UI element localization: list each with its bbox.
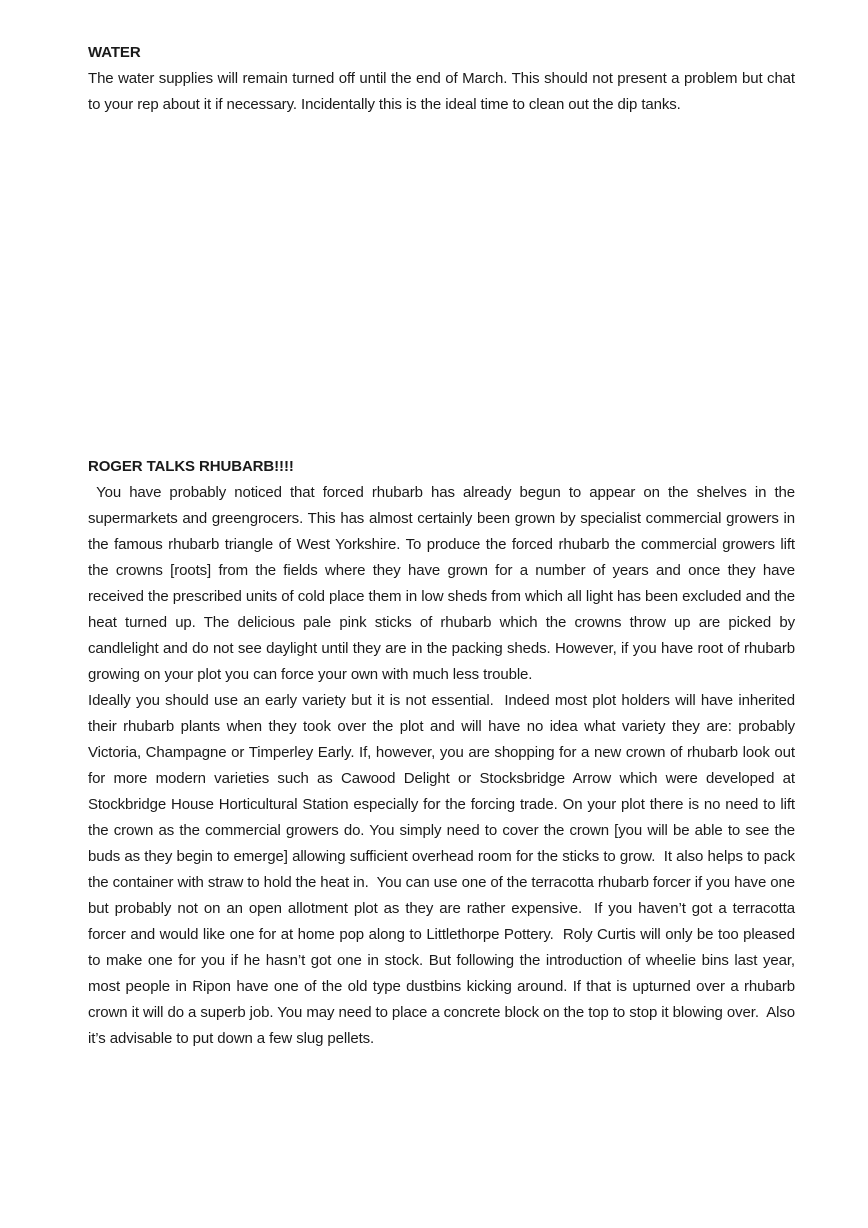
water-paragraph: The water supplies will remain turned off until the end of March. This should not present a problem but chat to your rep about it if necessary. Incidentally this is the ideal time to clean out the dip tanks. xyxy=(88,70,795,113)
section-heading-water: WATER xyxy=(88,44,141,61)
blank-space xyxy=(88,118,795,454)
section-water xyxy=(88,40,795,118)
rhubarb-paragraph-1: You have probably noticed that forced rhubarb has already begun to appear on the shelves in the supermarkets and greengrocers. This has almost certainly been grown by specialist commercial growers in the famous rhubarb triangle of West Yorkshire. To produce the forced rhubarb the commercial growers lift the crowns [roots] from the fields where they have grown for a number of years and once they have received the prescribed units of cold place them in low sheds from which all light has been excluded and the heat turned up. The delicious pale pink sticks of rhubarb which the crowns throw up are picked by candlelight and do not see daylight until they are in the packing sheds. However, if you have root of rhubarb growing on your plot you can force your own with much less trouble. xyxy=(88,484,795,683)
section-heading-rhubarb: ROGER TALKS RHUBARB!!!! xyxy=(88,458,294,475)
rhubarb-paragraph-2: Ideally you should use an early variety but it is not essential. Indeed most plot holders will have inherited their rhubarb plants when they took over the plot and will have no idea what variety they are: probably Victoria, Champagne or Timperley Early. If, however, you are shopping for a new crown of rhubarb look out for more modern varieties such as Cawood Delight or Stocksbridge Arrow which were developed at Stockbridge House Horticultural Station especially for the forcing trade. On your plot there is no need to lift the crown as the commercial growers do. You simply need to cover the crown [you will be able to see the buds as they begin to emerge] allowing sufficient overhead room for the sticks to grow. It also helps to pack the container with straw to hold the heat in. You can use one of the terracotta rhubarb forcer if you have one but probably not on an open allotment plot as they are rather expensive. If you haven’t got a terracotta forcer and would like one for at home pop along to Littlethorpe Pottery. Roly Curtis will only be too pleased to make one for you if he hasn’t got one in stock. But following the introduction of wheelie bins last year, most people in Ripon have one of the old type dustbins kicking around. If that is upturned over a rhubarb crown it will do a superb job. You may need to place a concrete block on the top to stop it blowing over. Also it’s advisable to put down a few slug pellets. xyxy=(88,692,795,1047)
section-roger-talks-rhubarb xyxy=(88,454,795,1052)
